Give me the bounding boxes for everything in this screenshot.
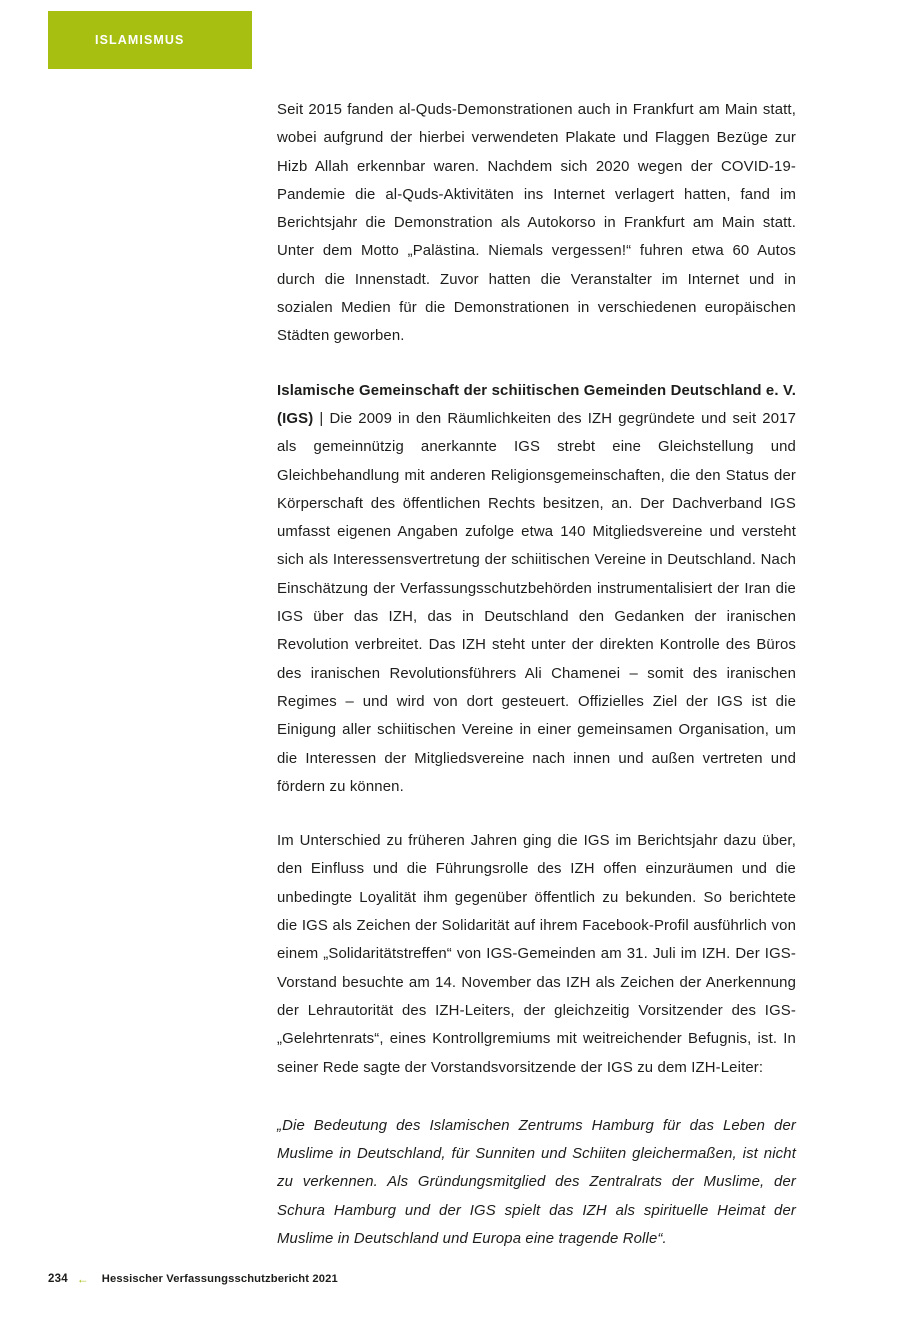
blockquote-izh-leader: „Die Bedeutung des Islamischen Zentrums Hamburg für das Leben der Muslime in Deutschland, für Sunniten und Schiiten gleichermaßen, ist nicht zu verkennen. Als Gründungsmitglied des Zentralrats der Muslime, der Schura Hamburg und der IGS spielt das IZH als spirituelle Heimat der Muslime in Deutschland und Europa eine tragende Rolle“. [277, 1117, 796, 1247]
paragraph-al-quds: Seit 2015 fanden al-Quds-Demonstrationen auch in Frankfurt am Main statt, wobei aufgrund der hierbei verwendeten Plakate und Flaggen Bezüge zur Hizb Allah erkennbar waren. Nachdem sich 2020 wegen der COVID-19-Pandemie die al-Quds-Aktivitäten ins Internet verlagert hatten, fand im Berichtsjahr die Demonstration als Autokorso in Frankfurt am Main statt. Unter dem Motto „Palästina. Niemals vergessen!“ fuhren etwa 60 Autos durch die Innenstadt. Zuvor hatten die Veranstalter im Internet und in sozialen Medien für die Demonstrationen in verschiedenen europäischen Städten geworben. [277, 102, 796, 345]
footer-page-number: 234 [48, 1273, 68, 1285]
page-footer [48, 1273, 338, 1285]
paragraph-igs-lead-in: Islamische Gemeinschaft der schiitischen Gemeinden Deutschland e. V. (IGS) [277, 382, 796, 427]
footer-title: Hessischer Verfassungsschutzbericht 2021 [101, 1273, 338, 1285]
paragraph-igs [277, 377, 796, 801]
arrow-left-icon: ← [76, 1272, 89, 1286]
paragraph-igs-separator: | [313, 410, 330, 427]
paragraph-igs-izh-relation: Im Unterschied zu früheren Jahren ging die IGS im Berichtsjahr dazu über, den Einfluss und die Führungsrolle des IZH offen einzuräumen und die unbedingte Loyalität ihm gegenüber öffentlich zu bekunden. So berichtete die IGS als Zeichen der Solidarität auf ihrem Facebook-Profil ausführlich von einem „Solidaritätstreffen“ von IGS-Gemeinden am 31. Juli im IZH. Der IGS-Vorstand besuchte am 14. November das IZH als Zeichen der Anerkennung der Lehrautorität des IZH-Leiters, der gleichzeitig Vorsitzender des IGS-„Gelehrtenrats“, eines Kontrollgremiums mit weitreichender Befugnis, ist. In seiner Rede sagte der Vorstandsvorsitzende der IGS zu dem IZH-Leiter: [277, 833, 796, 1076]
section-tab [48, 11, 252, 69]
section-tab-label: ISLAMISMUS [95, 33, 185, 47]
paragraph-igs-text: Die 2009 in den Räumlichkeiten des IZH gegründete und seit 2017 als gemeinnützig anerkannte IGS strebt eine Gleichstellung und Gleichbehandlung mit anderen Religionsgemeinschaften, die den Status der Körperschaft des öffentlichen Rechts besitzen, an. Der Dachverband IGS umfasst eigenen Angaben zufolge etwa 140 Mitgliedsvereine und versteht sich als Interessensvertretung der schiitischen Vereine in Deutschland. Nach Einschätzung der Verfassungsschutzbehörden instrumentalisiert der Iran die IGS über das IZH, das in Deutschland den Gedanken der iranischen Revolution verbreitet. Das IZH steht unter der direkten Kontrolle des Büros des iranischen Revolutionsführers Ali Chamenei – somit des iranischen Regimes – und wird von dort gesteuert. Offizielles Ziel der IGS ist die Einigung aller schiitischen Vereine in einer gemeinsamen Organisation, um die Interessen der Mitgliedsvereine nach innen und außen vertreten und fördern zu können. [277, 410, 797, 795]
main-text-column [277, 96, 796, 1253]
